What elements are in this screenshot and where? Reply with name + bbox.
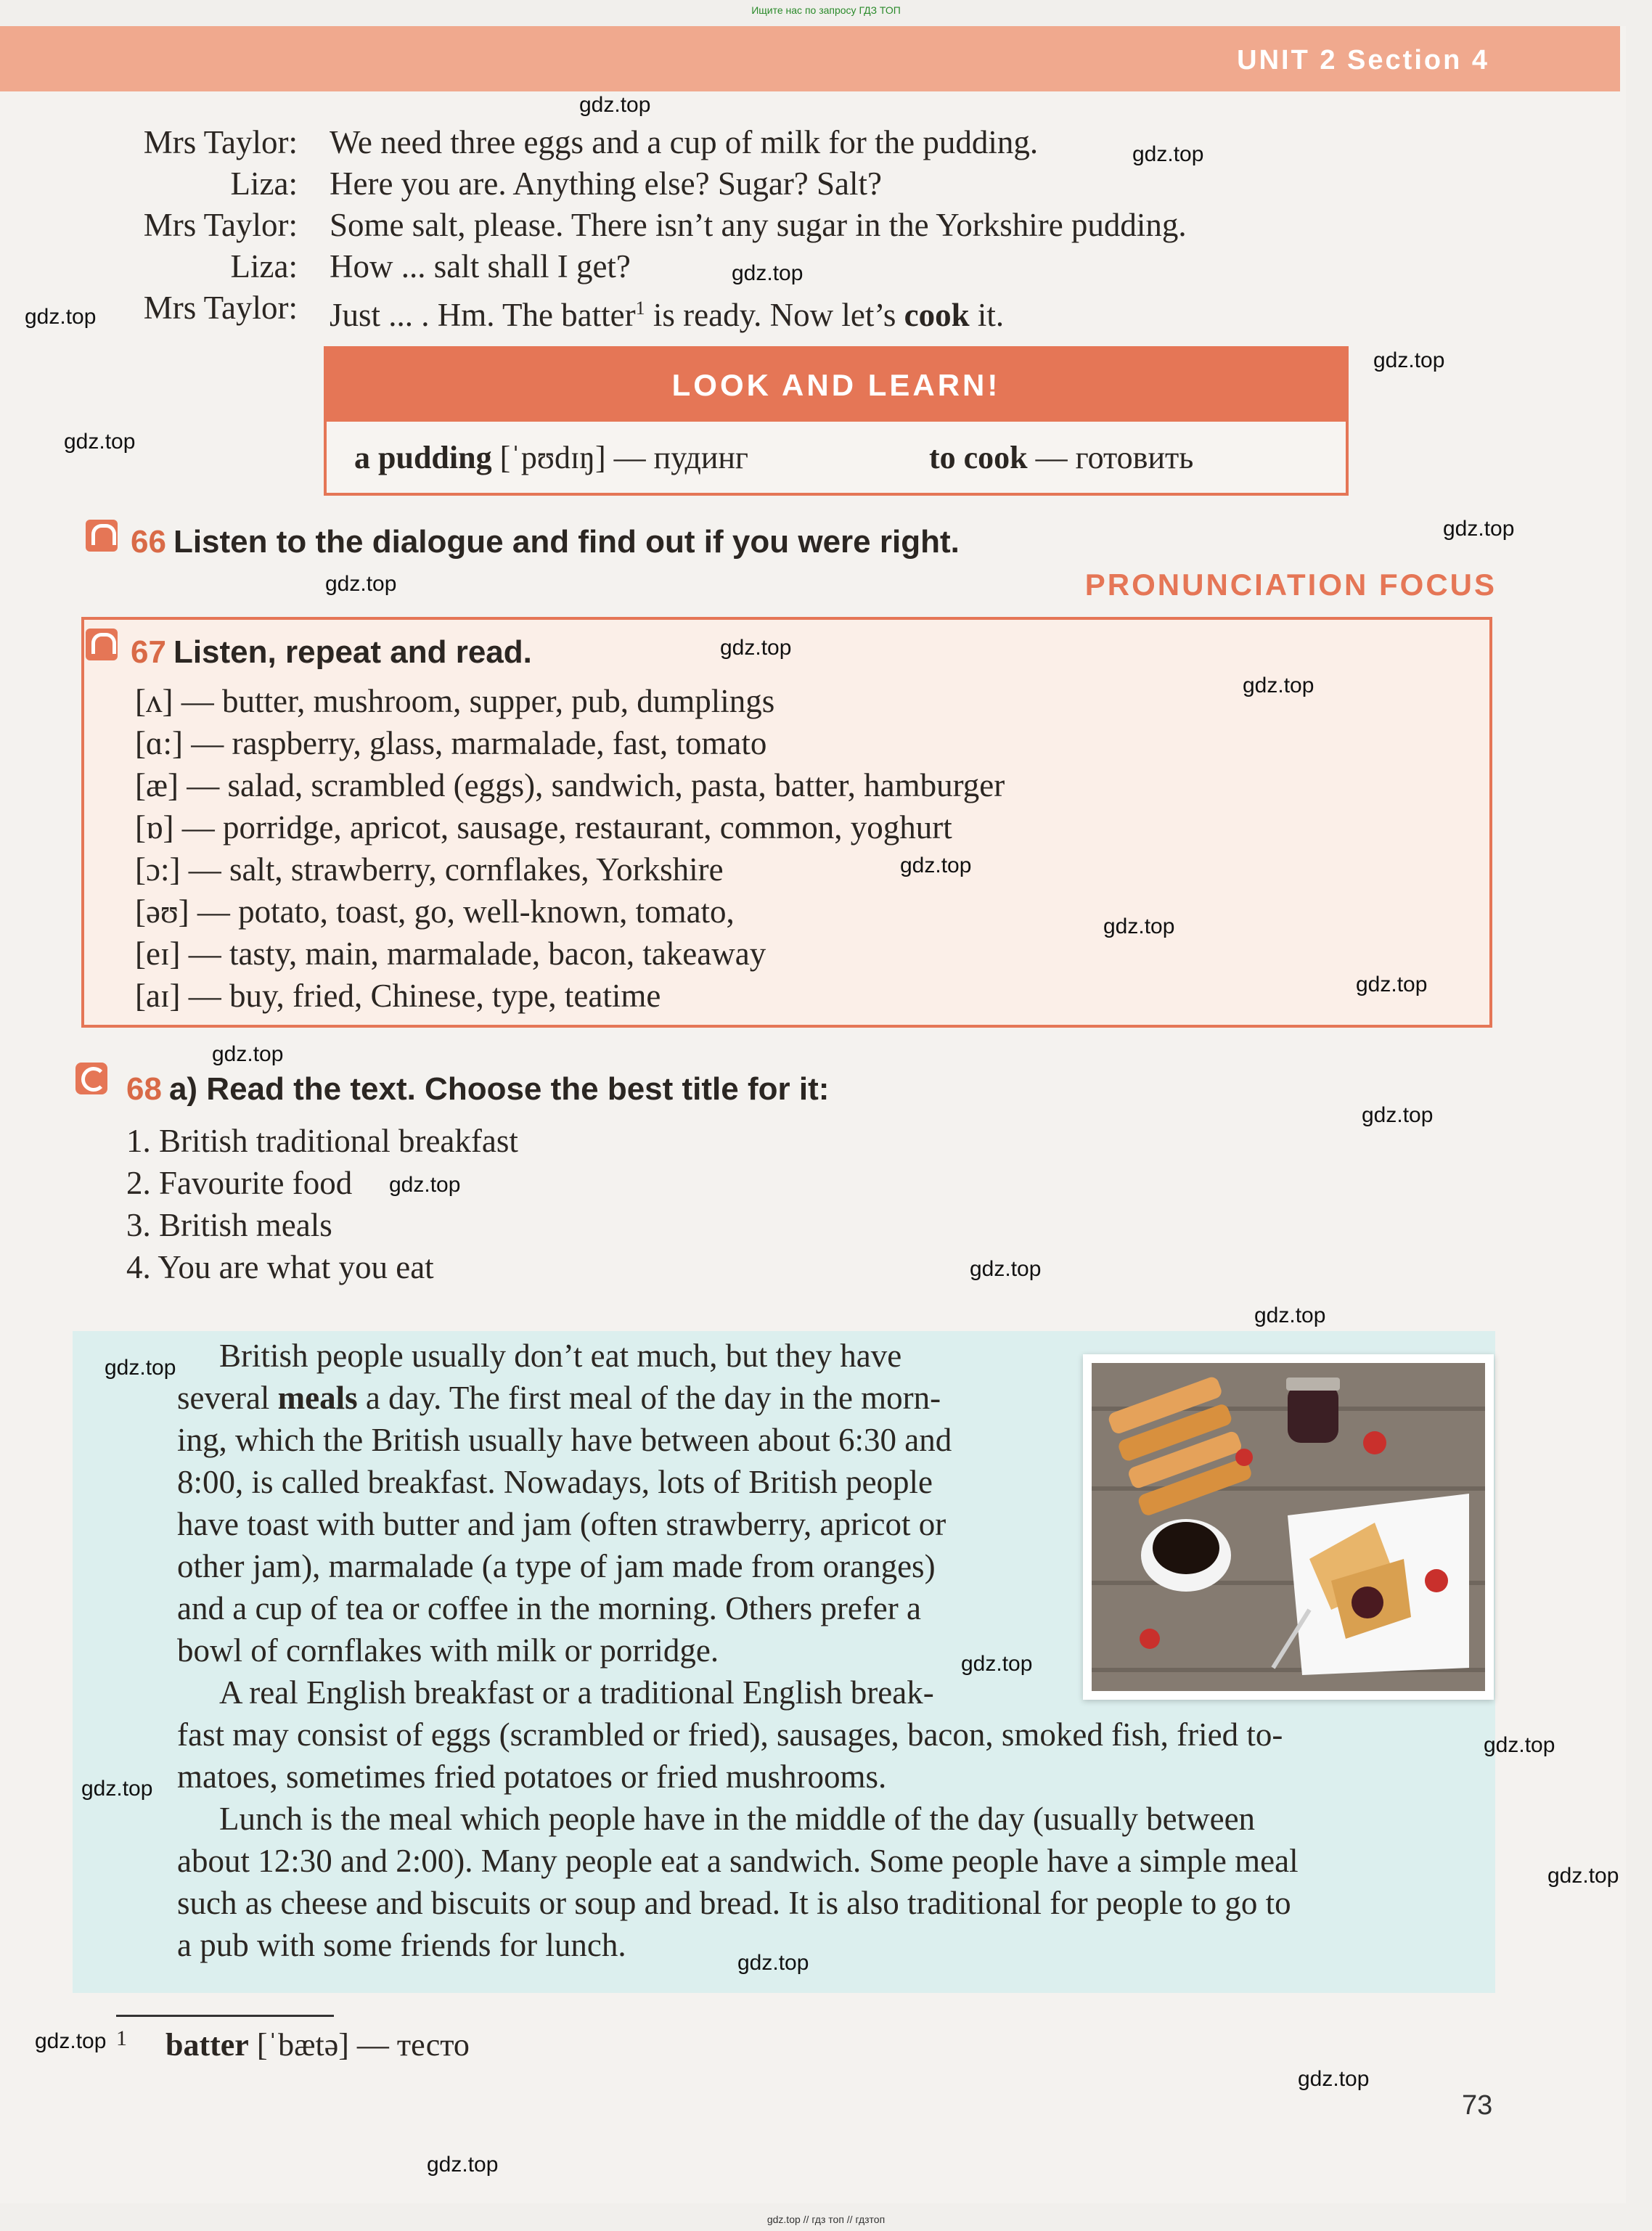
exercise-67: 67 Listen, repeat and read.	[131, 634, 532, 670]
speaker: Mrs Taylor:	[143, 207, 298, 243]
text-line: fast may consist of eggs (scrambled or fried), sausages, bacon, smoked fish, fried to-	[177, 1716, 1283, 1753]
title-option: 3. British meals	[126, 1207, 332, 1243]
footnote-rule	[116, 2015, 334, 2017]
watermark: gdz.top	[389, 1173, 461, 1197]
text-line: matoes, sometimes fried potatoes or fried mushrooms.	[177, 1759, 887, 1795]
watermark: gdz.top	[35, 2029, 107, 2053]
bottom-note: gdz.top // гдз топ // гдзтоп	[766, 2214, 886, 2225]
watermark: gdz.top	[212, 1042, 284, 1066]
pronunciation-row: [eɪ] — tasty, main, marmalade, bacon, takeaway	[135, 936, 766, 972]
pronunciation-row: [ɑ:] — raspberry, glass, marmalade, fast, tomato	[135, 725, 767, 761]
pronunciation-row: [ʌ] — butter, mushroom, supper, pub, dumplings	[135, 683, 775, 719]
text-line: Lunch is the meal which people have in the middle of the day (usually between	[219, 1801, 1256, 1837]
speaker: Mrs Taylor:	[143, 124, 298, 160]
watermark: gdz.top	[720, 636, 792, 660]
unit-header-strip	[0, 26, 1620, 91]
watermark: gdz.top	[1484, 1733, 1555, 1757]
text-line: British people usually don’t eat much, but they have	[219, 1338, 902, 1374]
footnote-number: 1	[116, 2026, 127, 2050]
dialogue-line: How ... salt shall I get?	[330, 248, 631, 284]
text-line: A real English breakfast or a traditional English break-	[219, 1674, 934, 1711]
title-option: 2. Favourite food	[126, 1165, 353, 1201]
look-and-learn-title: LOOK AND LEARN!	[327, 349, 1346, 422]
watermark: gdz.top	[64, 430, 136, 454]
vocab-item: to cook — готовить	[929, 440, 1194, 475]
speaker: Liza:	[230, 248, 298, 284]
dialogue-line: Just ... . Hm. The batter$^1$ is ready. Now let’s cook it.	[330, 297, 1005, 333]
footnote: batter [ˈbætə] — тесто	[165, 2027, 470, 2063]
pronunciation-row: [ɔ:] — salt, strawberry, cornflakes, Yorkshire	[135, 851, 724, 888]
text-line: about 12:30 and 2:00). Many people eat a sandwich. Some people have a simple meal	[177, 1843, 1299, 1879]
headphones-icon	[86, 629, 118, 660]
page-number: 73	[1462, 2090, 1493, 2121]
pronunciation-row: [aɪ] — buy, fried, Chinese, type, teatime	[135, 978, 661, 1014]
text-line: bowl of cornflakes with milk or porridge.	[177, 1632, 719, 1669]
pronunciation-row: [ɒ] — porridge, apricot, sausage, restaurant, common, yoghurt	[135, 809, 952, 846]
watermark: gdz.top	[1243, 674, 1314, 697]
watermark: gdz.top	[900, 853, 972, 877]
watermark: gdz.top	[1132, 142, 1204, 166]
title-option: 1. British traditional breakfast	[126, 1123, 518, 1159]
pronunciation-focus-label: PRONUNCIATION FOCUS	[1084, 568, 1497, 602]
title-option: 4. You are what you eat	[126, 1249, 434, 1285]
exercise-66: 66 Listen to the dialogue and find out if you were right.	[131, 524, 960, 560]
watermark: gdz.top	[961, 1652, 1033, 1676]
dialogue-line: Here you are. Anything else? Sugar? Salt?	[330, 165, 883, 202]
watermark: gdz.top	[1373, 348, 1445, 372]
speaker: Liza:	[230, 165, 298, 202]
watermark: gdz.top	[1356, 973, 1428, 996]
watermark: gdz.top	[1547, 1864, 1619, 1888]
text-line: have toast with butter and jam (often strawberry, apricot or	[177, 1506, 946, 1542]
watermark: gdz.top	[81, 1777, 153, 1801]
dialogue-line: We need three eggs and a cup of milk for the pudding.	[330, 124, 1039, 160]
exercise-68: 68 a) Read the text. Choose the best title for it:	[126, 1071, 830, 1107]
top-note: Ищите нас по запросу ГДЗ ТОП	[751, 4, 901, 16]
watermark: gdz.top	[325, 572, 397, 596]
watermark: gdz.top	[1298, 2067, 1370, 2091]
watermark: gdz.top	[25, 305, 97, 329]
dialogue-line: Some salt, please. There isn’t any sugar in the Yorkshire pudding.	[330, 207, 1187, 243]
watermark: gdz.top	[579, 93, 651, 117]
watermark: gdz.top	[1254, 1303, 1326, 1327]
text-line: such as cheese and biscuits or soup and bread. It is also traditional for people to go to	[177, 1885, 1291, 1921]
pronunciation-row: [æ] — salad, scrambled (eggs), sandwich, pasta, batter, hamburger	[135, 767, 1005, 803]
watermark: gdz.top	[1362, 1103, 1434, 1127]
watermark: gdz.top	[1103, 914, 1175, 938]
watermark: gdz.top	[732, 261, 803, 285]
look-and-learn-box	[324, 346, 1349, 496]
text-line: ing, which the British usually have between about 6:30 and	[177, 1422, 952, 1458]
watermark: gdz.top	[737, 1951, 809, 1975]
speaker: Mrs Taylor:	[143, 290, 298, 326]
watermark: gdz.top	[427, 2153, 499, 2177]
cycle-icon	[75, 1063, 107, 1094]
unit-label: UNIT 2 Section 4	[1237, 45, 1489, 75]
text-line: 8:00, is called breakfast. Nowadays, lots of British people	[177, 1464, 933, 1500]
breakfast-photo	[1083, 1354, 1494, 1700]
watermark: gdz.top	[970, 1257, 1042, 1281]
text-line: and a cup of tea or coffee in the morning. Others prefer a	[177, 1590, 921, 1626]
vocab-item: a pudding [ˈpʊdɪŋ] — пудинг	[354, 440, 748, 475]
text-line: other jam), marmalade (a type of jam made from oranges)	[177, 1548, 936, 1584]
text-line: a pub with some friends for lunch.	[177, 1927, 626, 1963]
pronunciation-row: [əʊ] — potato, toast, go, well-known, tomato,	[135, 893, 735, 930]
headphones-icon	[86, 520, 118, 552]
watermark: gdz.top	[105, 1356, 176, 1380]
text-line: several meals a day. The first meal of the day in the morn-	[177, 1380, 941, 1416]
watermark: gdz.top	[1443, 517, 1515, 541]
